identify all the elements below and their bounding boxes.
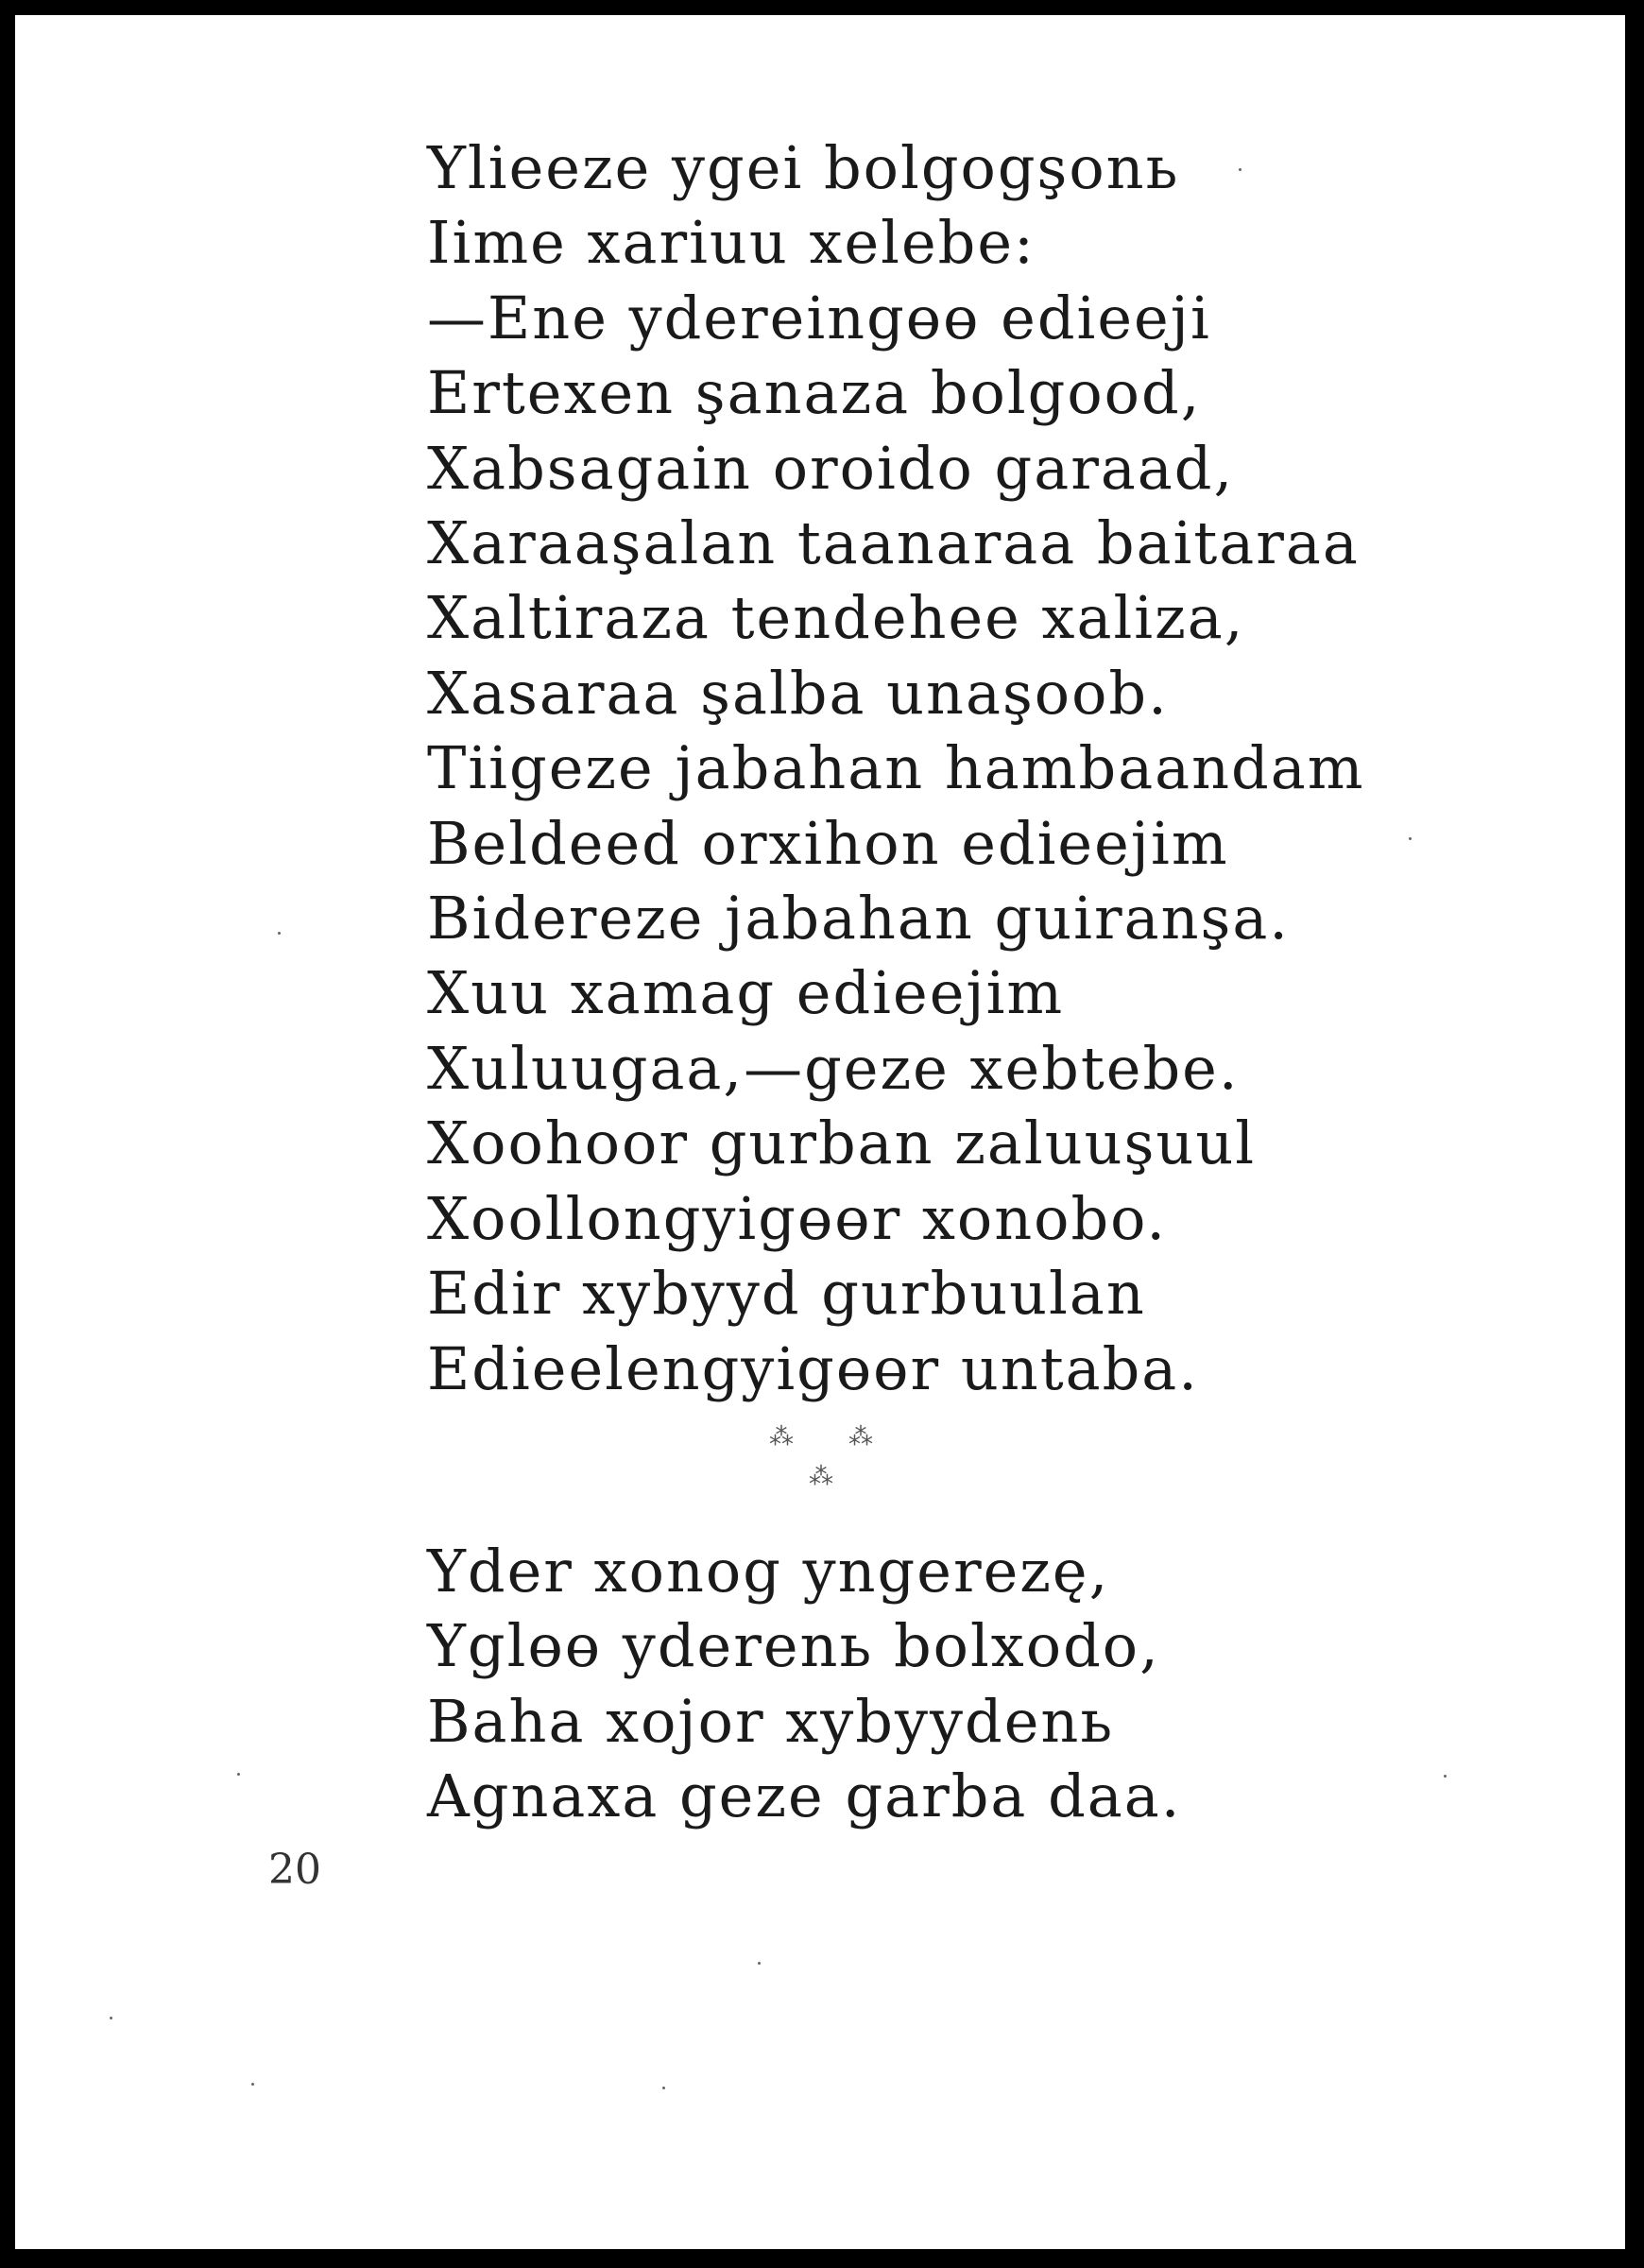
verse-line: —Ene ydereingөө edieeji bbox=[427, 283, 1211, 352]
print-speck bbox=[237, 1773, 240, 1776]
print-speck bbox=[758, 1962, 761, 1965]
stanza-2 bbox=[427, 1534, 1181, 1834]
separator-star-icon: ⁂ bbox=[848, 1423, 873, 1452]
verse-line: Edieelengyigөөr untaba. bbox=[427, 1333, 1199, 1403]
print-speck bbox=[110, 2017, 112, 2019]
verse-line: Xuluugaa,—geze xebtebe. bbox=[427, 1033, 1240, 1103]
verse-line: Xabsagain oroido garaad, bbox=[427, 433, 1235, 503]
verse-line: Xaltiraza tendehee xaliza, bbox=[427, 583, 1245, 653]
print-speck bbox=[278, 932, 281, 935]
verse-line: Bidereze jabahan guiranşa. bbox=[427, 884, 1291, 954]
print-speck bbox=[251, 2083, 254, 2086]
separator-star-icon: ⁂ bbox=[809, 1463, 833, 1491]
verse-line: Ertexen şanaza bolgood, bbox=[427, 358, 1202, 428]
verse-line: Ylieeze ygei bolgogşonь bbox=[427, 133, 1180, 202]
print-speck bbox=[1444, 1775, 1447, 1778]
verse-line: Beldeed orxihon edieejim bbox=[427, 808, 1229, 878]
stanza-1 bbox=[427, 130, 1365, 1406]
verse-line: Yder xonog yngerezę, bbox=[427, 1537, 1110, 1606]
verse-line: Iime xariuu xelebe: bbox=[427, 208, 1036, 278]
verse-line: Baha xojor xybyydenь bbox=[427, 1686, 1115, 1756]
verse-line: Xaraaşalan taanaraa baitaraa bbox=[427, 508, 1360, 578]
verse-line: Xasaraa şalba unaşoob. bbox=[427, 658, 1169, 728]
print-speck bbox=[1239, 168, 1242, 171]
verse-line: Tiigeze jabahan hambaandam bbox=[427, 733, 1365, 803]
separator-star-icon: ⁂ bbox=[769, 1423, 794, 1452]
verse-line: Xoollongyigөөr xonobo. bbox=[427, 1183, 1168, 1253]
verse-line: Edir xybyyd gurbuulan bbox=[427, 1259, 1146, 1329]
print-speck bbox=[1409, 837, 1412, 840]
verse-line: Xuu xamag edieejim bbox=[427, 958, 1065, 1028]
stanza-separator bbox=[752, 1425, 894, 1501]
page-number: 20 bbox=[268, 1846, 321, 1894]
print-speck bbox=[662, 2087, 665, 2089]
verse-line: Xoohoor gurban zaluuşuul bbox=[427, 1108, 1257, 1178]
verse-line: Yglөө yderenь bolxodo, bbox=[427, 1611, 1160, 1681]
verse-line: Agnaxa geze garba daa. bbox=[427, 1761, 1182, 1831]
